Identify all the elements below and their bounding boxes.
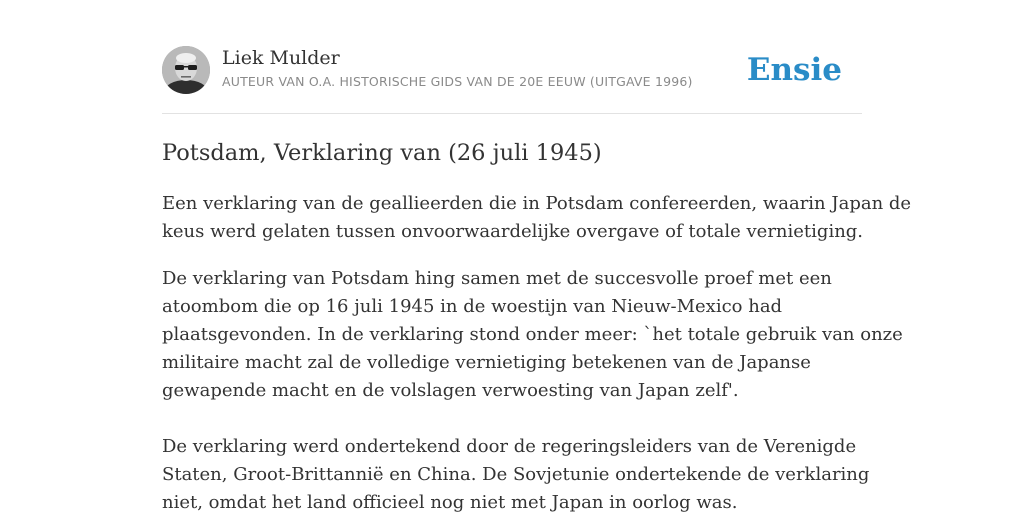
paragraph-3-line: niet, omdat het land officieel nog niet met Japan in oorlog was. [162, 492, 738, 512]
ensie-logo-link[interactable]: Ensie [746, 52, 842, 88]
avatar[interactable] [162, 46, 210, 94]
person-photo-icon [162, 46, 210, 94]
author-subtitle: AUTEUR VAN O.A. HISTORISCHE GIDS VAN DE 20E EEUW (UITGAVE 1996) [222, 74, 693, 89]
paragraph-3-line: Staten, Groot-Brittannië en China. De Sovjetunie ondertekende de verklaring [162, 464, 870, 485]
paragraph-3-line: De verklaring werd ondertekend door de regeringsleiders van de Verenigde [162, 436, 857, 457]
paragraph-2-line: atoombom die op 16 juli 1945 in de woestijn van Nieuw-Mexico had [162, 296, 783, 317]
paragraph-2-line: plaatsgevonden. In de verklaring stond onder meer: `het totale gebruik van onze [162, 324, 903, 345]
header-divider [162, 113, 862, 114]
paragraph-1-line: keus werd gelaten tussen onvoorwaardelijke overgave of totale vernietiging. [162, 221, 864, 242]
page-title: Potsdam, Verklaring van (26 juli 1945) [162, 140, 602, 166]
paragraph-1 [162, 190, 912, 246]
paragraph-2-line: De verklaring van Potsdam hing samen met de succesvolle proef met een [162, 268, 832, 289]
paragraph-2-line: militaire macht zal de volledige vernietiging betekenen van de Japanse [162, 352, 811, 373]
author-name[interactable]: Liek Mulder [222, 47, 340, 69]
author-header [162, 46, 862, 114]
article-body [162, 190, 912, 512]
paragraph-2-line: gewapende macht en de volslagen verwoesting van Japan zelf'. [162, 380, 739, 401]
paragraph-break [162, 405, 872, 433]
paragraph-2 [162, 265, 903, 512]
paragraph-1-line: Een verklaring van de geallieerden die in Potsdam confereerden, waarin Japan de [162, 193, 912, 214]
